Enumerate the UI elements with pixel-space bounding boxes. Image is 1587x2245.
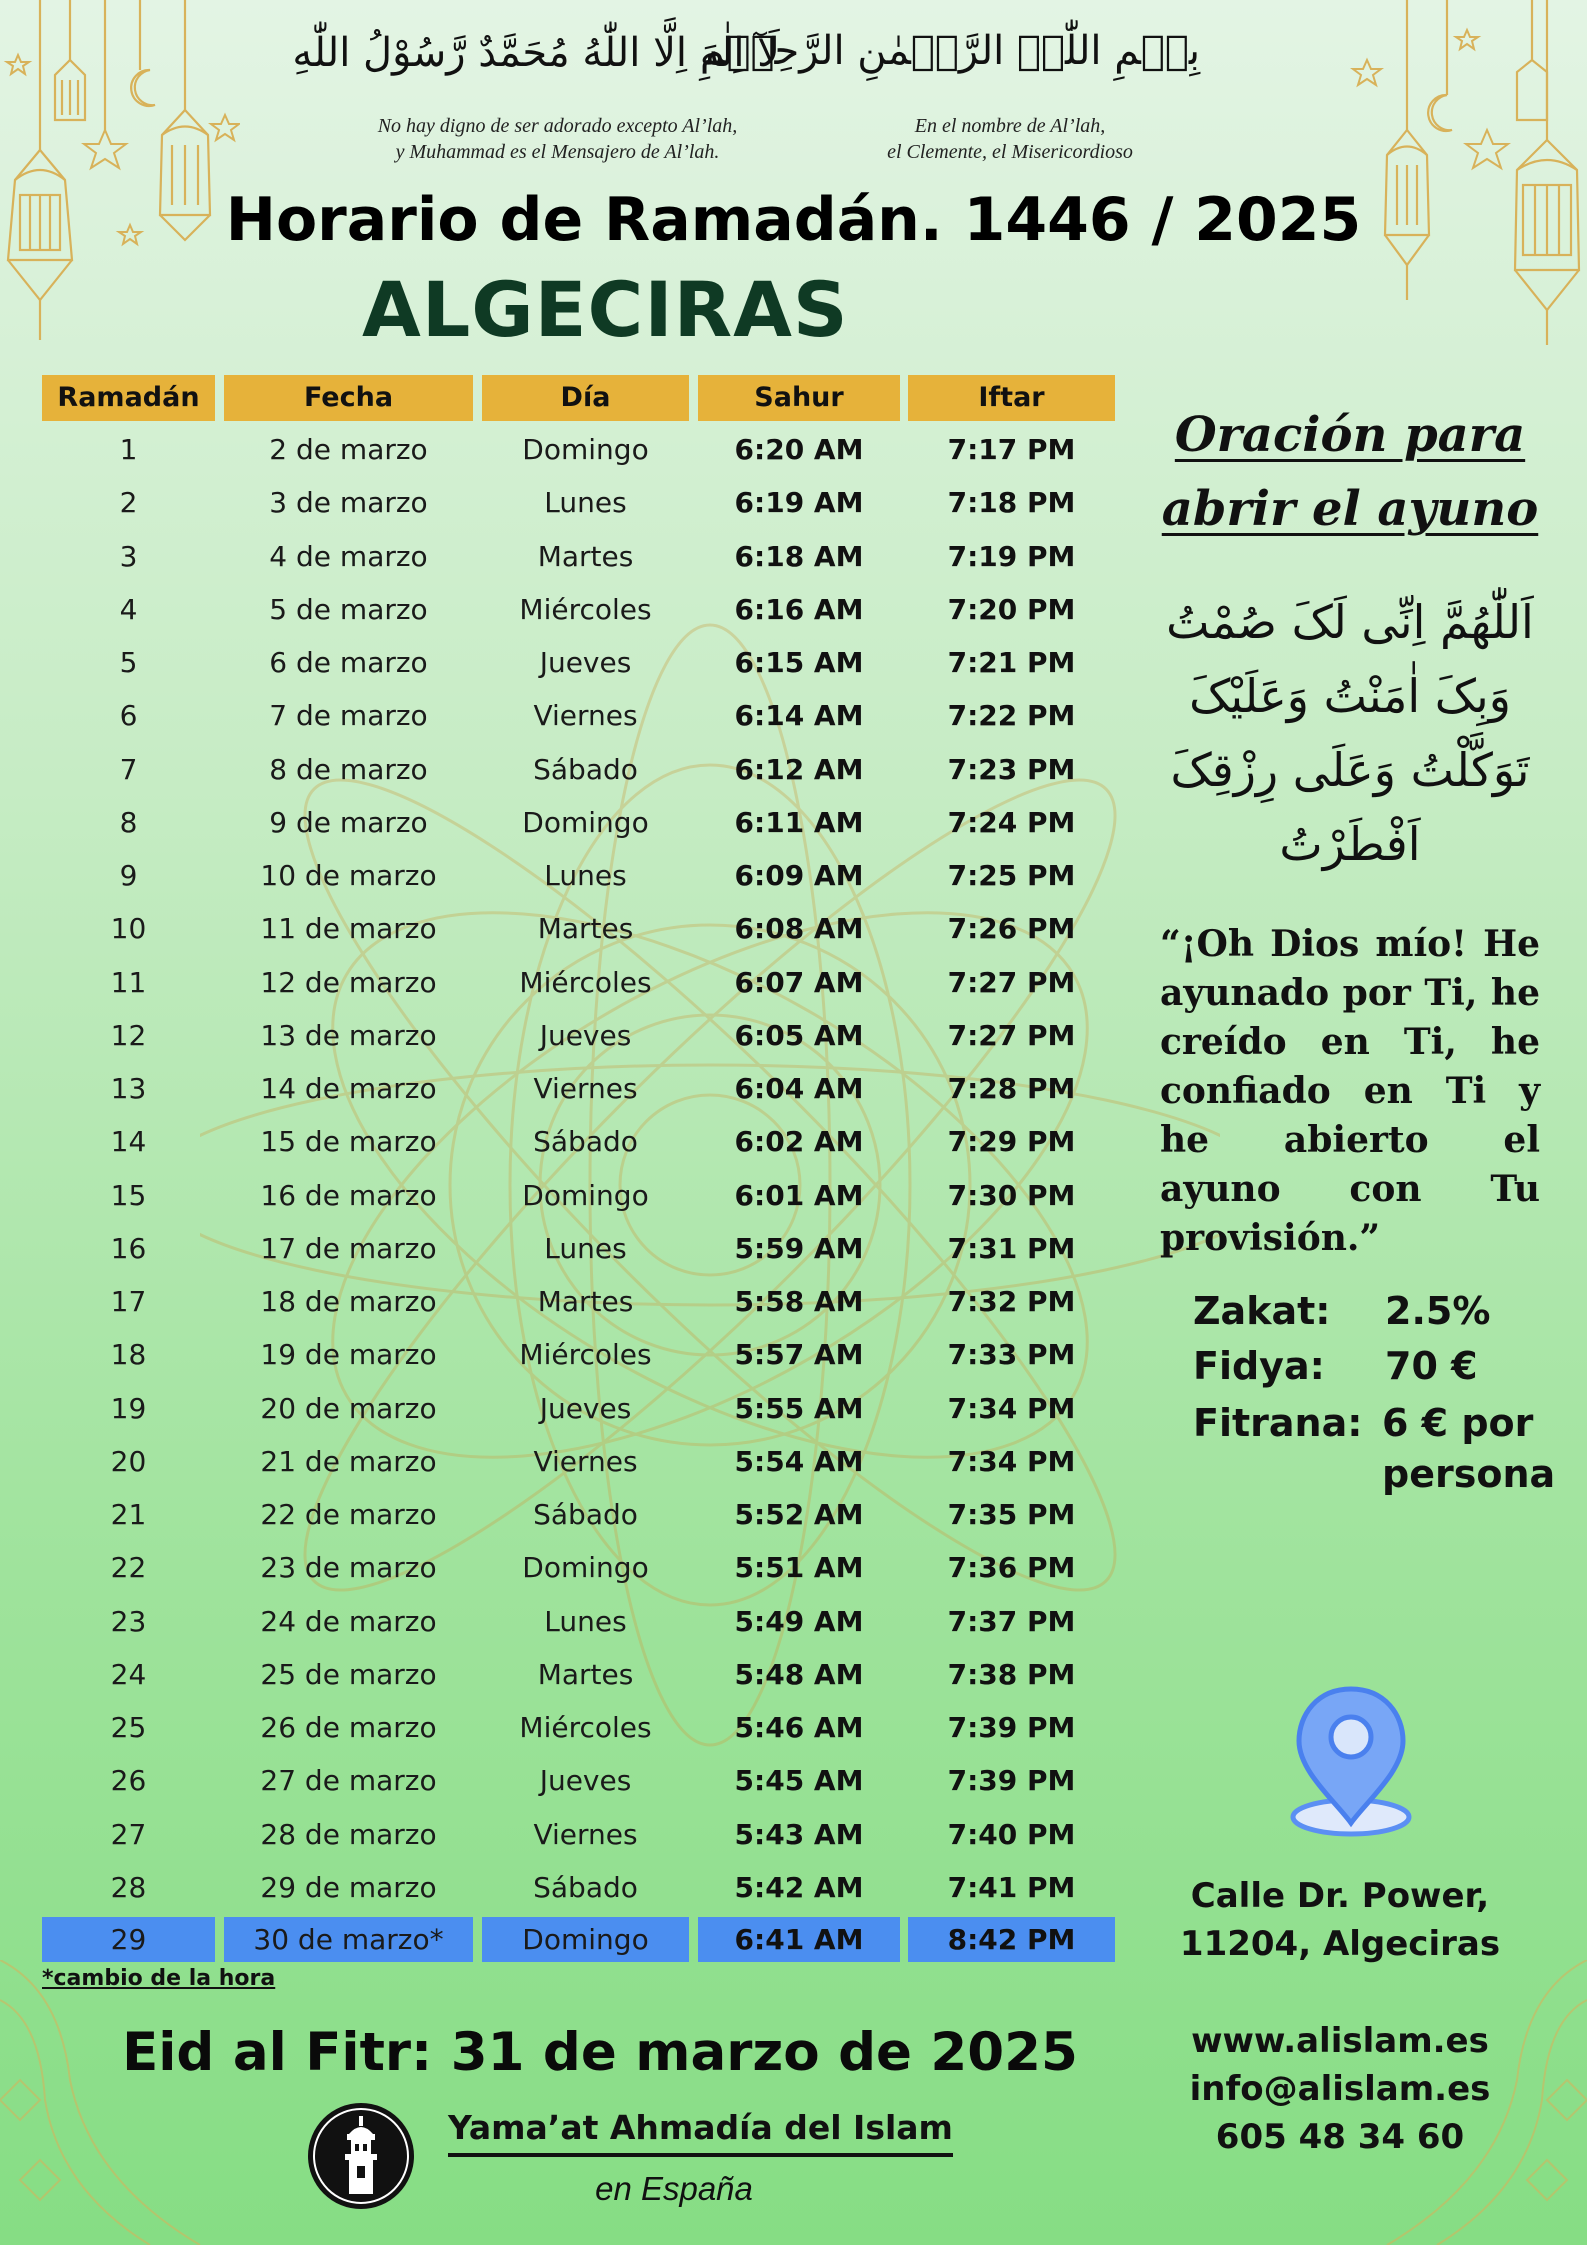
table-row bbox=[0, 1382, 1120, 1435]
cell-ramadan-day: 25 bbox=[110, 1711, 147, 1744]
bismillah-caption-line-1: En el nombre de Al’lah, bbox=[914, 115, 1106, 137]
cell-date: 20 de marzo bbox=[260, 1391, 437, 1425]
cell-iftar: 7:34 PM bbox=[947, 1444, 1076, 1478]
address bbox=[1150, 1872, 1530, 1968]
cell-weekday: Sábado bbox=[533, 1125, 638, 1159]
organization-subtitle: en España bbox=[595, 2170, 753, 2207]
address-line-1: Calle Dr. Power, bbox=[1190, 1876, 1490, 1916]
cell-date: 27 de marzo bbox=[260, 1764, 437, 1798]
cell-ramadan-day: 12 bbox=[110, 1018, 147, 1052]
cell-ramadan-day: 10 bbox=[110, 912, 147, 946]
cell-ramadan-day: 29 bbox=[42, 1917, 215, 1962]
cell-weekday: Jueves bbox=[539, 1391, 632, 1425]
cell-weekday: Domingo bbox=[522, 805, 649, 839]
cell-ramadan-day: 13 bbox=[110, 1072, 147, 1105]
cell-weekday: Domingo bbox=[482, 1917, 689, 1962]
cell-sahur: 5:42 AM bbox=[734, 1870, 864, 1904]
cell-ramadan-day: 26 bbox=[110, 1764, 147, 1798]
bottom-left-ornament bbox=[0, 1960, 220, 2245]
cell-iftar: 7:24 PM bbox=[947, 805, 1076, 839]
cell-ramadan-day: 23 bbox=[110, 1604, 147, 1638]
cell-ramadan-day: 21 bbox=[110, 1498, 147, 1531]
table-row bbox=[0, 743, 1120, 796]
cell-iftar: 7:30 PM bbox=[947, 1178, 1076, 1212]
cell-date: 3 de marzo bbox=[269, 486, 428, 520]
cell-ramadan-day: 20 bbox=[110, 1444, 147, 1478]
page-title: Horario de Ramadán. 1446 / 2025 bbox=[225, 185, 1362, 255]
cell-sahur: 5:43 AM bbox=[734, 1817, 864, 1851]
cell-sahur: 6:11 AM bbox=[734, 805, 864, 839]
prayer-arabic-line-4: اَفْطَرْتُ bbox=[1279, 817, 1421, 871]
cell-sahur: 5:57 AM bbox=[734, 1338, 864, 1372]
cell-ramadan-day: 22 bbox=[110, 1551, 147, 1585]
cell-sahur: 6:12 AM bbox=[734, 752, 864, 786]
cell-iftar: 8:42 PM bbox=[908, 1917, 1115, 1962]
cell-date: 12 de marzo bbox=[260, 965, 437, 999]
table-row bbox=[0, 1914, 1120, 1967]
cell-ramadan-day: 17 bbox=[110, 1285, 147, 1318]
cell-iftar: 7:25 PM bbox=[947, 859, 1076, 892]
cell-date: 18 de marzo bbox=[260, 1285, 437, 1318]
cell-ramadan-day: 6 bbox=[119, 699, 138, 733]
table-row bbox=[0, 689, 1120, 742]
kalima-caption-line-1: No hay digno de ser adorado excepto Al’lah, bbox=[377, 115, 738, 137]
table-row bbox=[0, 1062, 1120, 1115]
cell-date: 24 de marzo bbox=[260, 1604, 437, 1638]
cell-sahur: 5:48 AM bbox=[734, 1657, 864, 1691]
cell-iftar: 7:20 PM bbox=[947, 592, 1076, 626]
cell-date: 10 de marzo bbox=[260, 859, 437, 892]
cell-sahur: 5:45 AM bbox=[734, 1764, 864, 1798]
table-row bbox=[0, 1541, 1120, 1594]
cell-ramadan-day: 5 bbox=[119, 646, 138, 679]
cell-date: 29 de marzo bbox=[260, 1870, 437, 1904]
cell-weekday: Miércoles bbox=[519, 1711, 652, 1744]
cell-weekday: Sábado bbox=[533, 1498, 638, 1531]
cell-weekday: Martes bbox=[537, 912, 634, 946]
cell-sahur: 6:07 AM bbox=[734, 965, 864, 999]
cell-sahur: 6:18 AM bbox=[734, 539, 864, 573]
table-row bbox=[0, 1861, 1120, 1914]
cell-iftar: 7:18 PM bbox=[947, 486, 1076, 520]
cell-date: 2 de marzo bbox=[269, 433, 428, 466]
cell-ramadan-day: 11 bbox=[110, 965, 147, 999]
cell-iftar: 7:41 PM bbox=[947, 1870, 1076, 1904]
cell-sahur: 5:58 AM bbox=[734, 1285, 864, 1318]
cell-ramadan-day: 9 bbox=[119, 859, 138, 892]
cell-sahur: 6:16 AM bbox=[734, 592, 864, 626]
cell-date: 16 de marzo bbox=[260, 1178, 437, 1212]
cell-ramadan-day: 16 bbox=[110, 1231, 147, 1265]
email-link[interactable]: info@alislam.es bbox=[1189, 2069, 1491, 2109]
cell-weekday: Domingo bbox=[522, 433, 649, 466]
cell-iftar: 7:29 PM bbox=[947, 1125, 1076, 1159]
bismillah-calligraphy: بِسۡمِ اللّٰہِ الرَّحۡمٰنِ الرَّحِیۡمِ bbox=[699, 28, 1200, 74]
cell-ramadan-day: 8 bbox=[119, 805, 138, 839]
cell-iftar: 7:27 PM bbox=[947, 965, 1076, 999]
cell-sahur: 6:08 AM bbox=[734, 912, 864, 946]
table-row bbox=[0, 956, 1120, 1009]
column-header-sahur: Sahur bbox=[698, 375, 900, 421]
cell-date: 7 de marzo bbox=[269, 699, 428, 733]
cell-date: 13 de marzo bbox=[260, 1018, 437, 1052]
cell-weekday: Lunes bbox=[544, 1604, 627, 1638]
cell-date: 6 de marzo bbox=[269, 646, 428, 679]
table-row bbox=[0, 1169, 1120, 1222]
prayer-translation: “¡Oh Dios mío! He ayunado por Ti, he creído en Ti, he confiado en Ti y he abierto el ayuno con Tu provisión.” bbox=[1160, 923, 1540, 1259]
cell-sahur: 6:05 AM bbox=[734, 1018, 864, 1052]
cell-weekday: Lunes bbox=[544, 859, 627, 892]
cell-weekday: Miércoles bbox=[519, 1338, 652, 1372]
cell-weekday: Domingo bbox=[522, 1178, 649, 1212]
prayer-arabic-line-1: اَللّٰھُمَّ اِنِّی لَکَ صُمْتُ bbox=[1166, 595, 1534, 649]
cell-weekday: Viernes bbox=[533, 1444, 638, 1478]
fitrana-value-line-2: persona bbox=[1382, 1452, 1556, 1496]
cell-iftar: 7:23 PM bbox=[947, 752, 1076, 786]
minaret-logo-icon bbox=[305, 2100, 417, 2212]
cell-iftar: 7:38 PM bbox=[947, 1657, 1076, 1691]
cell-ramadan-day: 27 bbox=[110, 1817, 147, 1851]
cell-date: 30 de marzo* bbox=[224, 1917, 473, 1962]
cell-date: 19 de marzo bbox=[260, 1338, 437, 1372]
cell-weekday: Viernes bbox=[533, 1817, 638, 1851]
cell-iftar: 7:28 PM bbox=[947, 1072, 1076, 1105]
cell-sahur: 6:19 AM bbox=[734, 486, 864, 520]
cell-sahur: 6:41 AM bbox=[698, 1917, 900, 1962]
table-row bbox=[0, 476, 1120, 529]
table-row bbox=[0, 1754, 1120, 1807]
table-row bbox=[0, 530, 1120, 583]
cell-sahur: 5:51 AM bbox=[734, 1551, 864, 1585]
cell-sahur: 6:20 AM bbox=[734, 433, 864, 466]
cell-sahur: 5:59 AM bbox=[734, 1231, 864, 1265]
kalima-calligraphy: لَآ اِلٰهَ اِلَّا اللّٰهُ مُحَمَّدٌ رَّسُوْلُ اللّٰهِ bbox=[292, 30, 780, 76]
cell-iftar: 7:40 PM bbox=[947, 1817, 1076, 1851]
table-row bbox=[0, 1435, 1120, 1488]
table-row bbox=[0, 1222, 1120, 1275]
cell-weekday: Miércoles bbox=[519, 965, 652, 999]
cell-iftar: 7:34 PM bbox=[947, 1391, 1076, 1425]
bismillah-caption-line-2: el Clemente, el Misericordioso bbox=[887, 141, 1133, 163]
table-row bbox=[0, 636, 1120, 689]
cell-ramadan-day: 15 bbox=[110, 1178, 147, 1212]
location-pin-icon bbox=[1283, 1685, 1419, 1840]
cell-date: 25 de marzo bbox=[260, 1657, 437, 1691]
cell-weekday: Jueves bbox=[539, 646, 632, 679]
prayer-arabic-line-2: وَبِکَ اٰمَنْتُ وَعَلَیْکَ bbox=[1189, 669, 1511, 723]
cell-sahur: 6:15 AM bbox=[734, 646, 864, 679]
cell-sahur: 6:09 AM bbox=[734, 859, 864, 892]
cell-weekday: Sábado bbox=[533, 1870, 638, 1904]
organization-name: Yama’at Ahmadía del Islam bbox=[448, 2108, 953, 2157]
prayer-title-line-1: Oración para bbox=[1174, 407, 1526, 463]
cell-date: 8 de marzo bbox=[269, 752, 428, 786]
table-row bbox=[0, 583, 1120, 636]
cell-iftar: 7:39 PM bbox=[947, 1764, 1076, 1798]
prayer-title bbox=[1140, 398, 1560, 546]
cell-ramadan-day: 19 bbox=[110, 1391, 147, 1425]
table-row bbox=[0, 1275, 1120, 1328]
cell-ramadan-day: 18 bbox=[110, 1338, 147, 1372]
table-row bbox=[0, 1328, 1120, 1381]
cell-date: 15 de marzo bbox=[260, 1125, 437, 1159]
city-name: ALGECIRAS bbox=[362, 265, 849, 354]
cell-weekday: Martes bbox=[537, 1657, 634, 1691]
cell-iftar: 7:31 PM bbox=[947, 1231, 1076, 1265]
zakat-value: 2.5% bbox=[1385, 1289, 1491, 1333]
cell-date: 17 de marzo bbox=[260, 1231, 437, 1265]
table-row bbox=[0, 1808, 1120, 1861]
cell-date: 14 de marzo bbox=[260, 1072, 437, 1105]
lanterns-right-decoration bbox=[1347, 0, 1587, 360]
table-row bbox=[0, 1595, 1120, 1648]
cell-sahur: 5:46 AM bbox=[734, 1711, 864, 1744]
cell-weekday: Miércoles bbox=[519, 592, 652, 626]
cell-iftar: 7:39 PM bbox=[947, 1711, 1076, 1744]
table-row bbox=[0, 423, 1120, 476]
kalima-caption bbox=[335, 113, 780, 165]
cell-iftar: 7:21 PM bbox=[947, 646, 1076, 679]
phone-number[interactable]: 605 48 34 60 bbox=[1215, 2117, 1465, 2157]
website-link[interactable]: www.alislam.es bbox=[1191, 2021, 1489, 2061]
cell-iftar: 7:32 PM bbox=[947, 1285, 1076, 1318]
cell-ramadan-day: 7 bbox=[119, 752, 138, 786]
cell-sahur: 6:01 AM bbox=[734, 1178, 864, 1212]
cell-iftar: 7:17 PM bbox=[947, 433, 1076, 466]
table-row bbox=[0, 796, 1120, 849]
fidya-label: Fidya: bbox=[1193, 1344, 1325, 1388]
column-header-ramadan: Ramadán bbox=[42, 375, 215, 421]
cell-ramadan-day: 28 bbox=[110, 1870, 147, 1904]
cell-weekday: Viernes bbox=[533, 699, 638, 733]
cell-date: 23 de marzo bbox=[260, 1551, 437, 1585]
cell-weekday: Jueves bbox=[539, 1018, 632, 1052]
zakat-label: Zakat: bbox=[1193, 1289, 1331, 1333]
prayer-arabic-text bbox=[1135, 585, 1565, 881]
cell-sahur: 5:55 AM bbox=[734, 1391, 864, 1425]
table-row bbox=[0, 902, 1120, 955]
fitrana-label: Fitrana: bbox=[1193, 1401, 1363, 1445]
cell-weekday: Jueves bbox=[539, 1764, 632, 1798]
table-row bbox=[0, 1115, 1120, 1168]
lanterns-left-decoration bbox=[0, 0, 240, 360]
eid-date: Eid al Fitr: 31 de marzo de 2025 bbox=[122, 2022, 1078, 2083]
cell-date: 28 de marzo bbox=[260, 1817, 437, 1851]
cell-weekday: Martes bbox=[537, 539, 634, 573]
cell-iftar: 7:27 PM bbox=[947, 1018, 1076, 1052]
kalima-caption-line-2: y Muhammad es el Mensajero de Al’lah. bbox=[395, 141, 720, 163]
cell-iftar: 7:36 PM bbox=[947, 1551, 1076, 1585]
cell-ramadan-day: 3 bbox=[119, 539, 138, 573]
cell-date: 21 de marzo bbox=[260, 1444, 437, 1478]
cell-date: 5 de marzo bbox=[269, 592, 428, 626]
table-row bbox=[0, 1648, 1120, 1701]
cell-iftar: 7:26 PM bbox=[947, 912, 1076, 946]
cell-iftar: 7:35 PM bbox=[947, 1498, 1076, 1531]
cell-ramadan-day: 1 bbox=[119, 433, 138, 466]
cell-iftar: 7:19 PM bbox=[947, 539, 1076, 573]
cell-weekday: Sábado bbox=[533, 752, 638, 786]
cell-sahur: 5:49 AM bbox=[734, 1604, 864, 1638]
cell-sahur: 5:54 AM bbox=[734, 1444, 864, 1478]
cell-ramadan-day: 24 bbox=[110, 1657, 147, 1691]
contact-info bbox=[1150, 2017, 1530, 2161]
fitrana-value-line-1: 6 € por bbox=[1382, 1401, 1534, 1445]
cell-sahur: 6:04 AM bbox=[734, 1072, 864, 1105]
cell-date: 26 de marzo bbox=[260, 1711, 437, 1744]
column-header-iftar: Iftar bbox=[908, 375, 1115, 421]
table-footnote: *cambio de la hora bbox=[42, 1966, 276, 1991]
cell-ramadan-day: 4 bbox=[119, 592, 138, 626]
cell-weekday: Martes bbox=[537, 1285, 634, 1318]
cell-iftar: 7:33 PM bbox=[947, 1338, 1076, 1372]
cell-ramadan-day: 2 bbox=[119, 486, 138, 520]
cell-weekday: Lunes bbox=[544, 486, 627, 520]
cell-sahur: 6:02 AM bbox=[734, 1125, 864, 1159]
prayer-arabic-line-3: تَوَکَّلْتُ وَعَلَی رِزْقِکَ bbox=[1170, 743, 1530, 797]
cell-date: 9 de marzo bbox=[269, 805, 428, 839]
cell-sahur: 6:14 AM bbox=[734, 699, 864, 733]
table-row bbox=[0, 849, 1120, 902]
cell-weekday: Lunes bbox=[544, 1231, 627, 1265]
bismillah-caption bbox=[820, 113, 1200, 165]
cell-date: 22 de marzo bbox=[260, 1498, 437, 1531]
cell-weekday: Domingo bbox=[522, 1551, 649, 1585]
cell-iftar: 7:37 PM bbox=[947, 1604, 1076, 1638]
address-line-2: 11204, Algeciras bbox=[1179, 1924, 1501, 1964]
prayer-title-line-2: abrir el ayuno bbox=[1161, 481, 1539, 537]
cell-iftar: 7:22 PM bbox=[947, 699, 1076, 733]
table-row bbox=[0, 1009, 1120, 1062]
cell-sahur: 5:52 AM bbox=[734, 1498, 864, 1531]
cell-date: 11 de marzo bbox=[260, 912, 437, 946]
table-row bbox=[0, 1488, 1120, 1541]
fidya-value: 70 € bbox=[1385, 1344, 1478, 1388]
table-row bbox=[0, 1701, 1120, 1754]
cell-date: 4 de marzo bbox=[269, 539, 428, 573]
cell-weekday: Viernes bbox=[533, 1072, 638, 1105]
column-header-dia: Día bbox=[482, 375, 689, 421]
cell-ramadan-day: 14 bbox=[110, 1125, 147, 1159]
column-header-fecha: Fecha bbox=[224, 375, 473, 421]
